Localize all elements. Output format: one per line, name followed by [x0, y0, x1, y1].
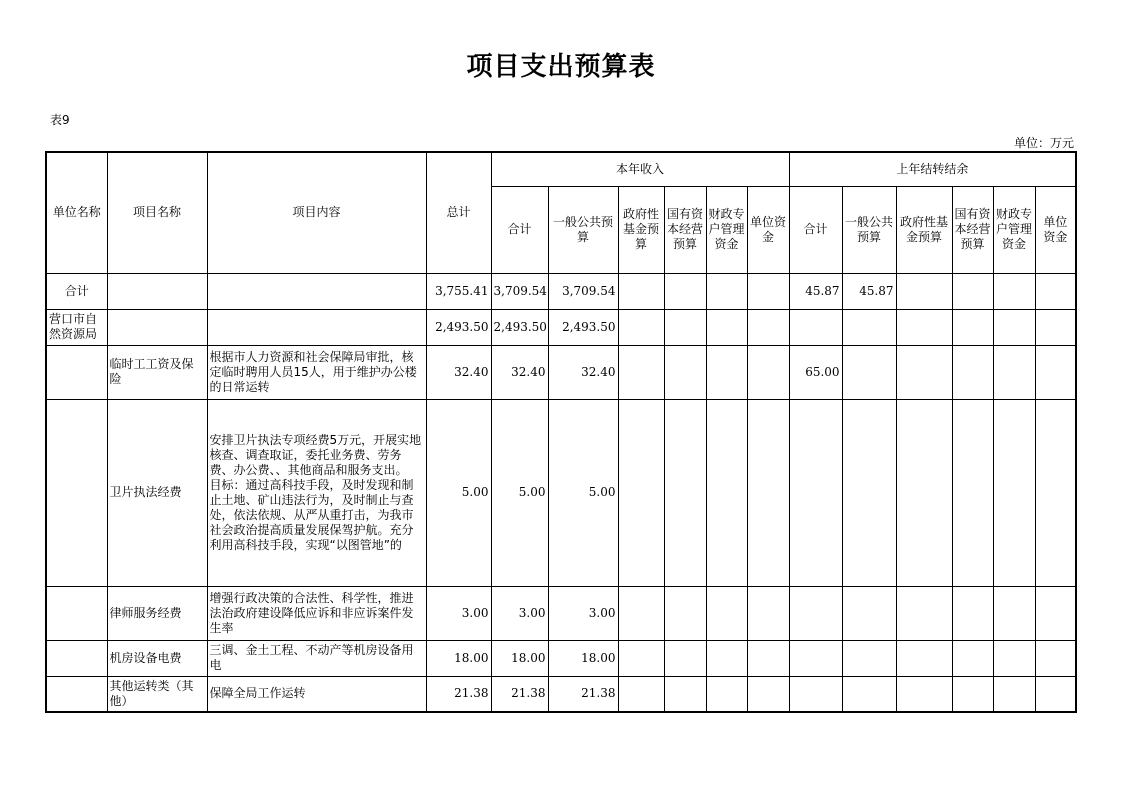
cell-total: 18.00: [426, 640, 491, 676]
cell-co-gov-fund: [896, 676, 952, 712]
cell-total: 3.00: [426, 586, 491, 640]
table-number: 表9: [50, 113, 70, 127]
table-row: [46, 399, 1076, 586]
cell-project: [107, 273, 207, 309]
cell-co-subtotal: [789, 309, 842, 345]
cell-content: [207, 309, 426, 345]
cell-general: 21.38: [548, 676, 618, 712]
cell-unit: 合计: [46, 273, 107, 309]
cell-fiscal-special: [706, 640, 747, 676]
cell-content: 保障全局工作运转: [207, 676, 426, 712]
cell-co-unit-funds: [1035, 399, 1076, 586]
cell-unit-funds: [747, 640, 789, 676]
cell-co-fiscal-special: [993, 676, 1035, 712]
cell-co-state-capital: [952, 273, 993, 309]
cell-co-gov-fund: [896, 273, 952, 309]
cell-co-general: [842, 676, 896, 712]
cell-state-capital: [664, 640, 706, 676]
cell-content: 三调、金土工程、不动产等机房设备用电: [207, 640, 426, 676]
cell-co-fiscal-special: [993, 309, 1035, 345]
cell-general: 18.00: [548, 640, 618, 676]
cell-co-subtotal: [789, 399, 842, 586]
header-state-capital: 国有资本经营预算: [664, 186, 706, 273]
cell-unit-funds: [747, 676, 789, 712]
cell-general: 5.00: [548, 399, 618, 586]
cell-co-general: [842, 345, 896, 399]
cell-co-subtotal: 65.00: [789, 345, 842, 399]
cell-project: 律师服务经费: [107, 586, 207, 640]
cell-co-general: [842, 399, 896, 586]
cell-subtotal: 18.00: [491, 640, 548, 676]
header-current-income: 本年收入: [491, 152, 789, 186]
cell-state-capital: [664, 676, 706, 712]
cell-state-capital: [664, 273, 706, 309]
cell-co-state-capital: [952, 309, 993, 345]
cell-gov-fund: [618, 676, 664, 712]
cell-co-gov-fund: [896, 586, 952, 640]
header-carryover: 上年结转结余: [789, 152, 1076, 186]
cell-unit: [46, 399, 107, 586]
cell-project: 其他运转类（其他）: [107, 676, 207, 712]
header-project-content: 项目内容: [207, 152, 426, 273]
cell-co-general: [842, 640, 896, 676]
cell-total: 5.00: [426, 399, 491, 586]
table-row: [46, 586, 1076, 640]
cell-fiscal-special: [706, 309, 747, 345]
cell-general: 3,709.54: [548, 273, 618, 309]
cell-gov-fund: [618, 399, 664, 586]
cell-project: 机房设备电费: [107, 640, 207, 676]
cell-state-capital: [664, 309, 706, 345]
cell-co-general: 45.87: [842, 273, 896, 309]
cell-co-subtotal: 45.87: [789, 273, 842, 309]
cell-general: 2,493.50: [548, 309, 618, 345]
cell-co-fiscal-special: [993, 399, 1035, 586]
cell-unit: [46, 586, 107, 640]
cell-general: 3.00: [548, 586, 618, 640]
cell-subtotal: 3.00: [491, 586, 548, 640]
cell-co-subtotal: [789, 586, 842, 640]
cell-co-unit-funds: [1035, 640, 1076, 676]
cell-co-unit-funds: [1035, 676, 1076, 712]
cell-subtotal: 5.00: [491, 399, 548, 586]
cell-unit-funds: [747, 399, 789, 586]
cell-co-state-capital: [952, 676, 993, 712]
table-row: [46, 273, 1076, 309]
cell-co-fiscal-special: [993, 345, 1035, 399]
cell-unit: [46, 640, 107, 676]
cell-fiscal-special: [706, 399, 747, 586]
cell-unit-funds: [747, 345, 789, 399]
cell-subtotal: 3,709.54: [491, 273, 548, 309]
project-budget-table: [45, 151, 1077, 713]
cell-gov-fund: [618, 345, 664, 399]
table-row: [46, 676, 1076, 712]
cell-gov-fund: [618, 273, 664, 309]
cell-co-fiscal-special: [993, 273, 1035, 309]
cell-co-unit-funds: [1035, 309, 1076, 345]
cell-project: [107, 309, 207, 345]
cell-unit: 营口市自然资源局: [46, 309, 107, 345]
cell-co-state-capital: [952, 345, 993, 399]
cell-co-subtotal: [789, 640, 842, 676]
page-title: 项目支出预算表: [466, 52, 656, 82]
cell-content: 根据市人力资源和社会保障局审批，核定临时聘用人员15人，用于维护办公楼的日常运转: [207, 345, 426, 399]
cell-co-fiscal-special: [993, 640, 1035, 676]
cell-co-gov-fund: [896, 309, 952, 345]
header-carryover-gov-fund: 政府性基金预算: [896, 186, 952, 273]
cell-fiscal-special: [706, 345, 747, 399]
header-fiscal-special: 财政专户管理资金: [706, 186, 747, 273]
cell-content: [207, 273, 426, 309]
cell-co-state-capital: [952, 586, 993, 640]
cell-co-unit-funds: [1035, 273, 1076, 309]
cell-state-capital: [664, 345, 706, 399]
header-carryover-state-capital: 国有资本经营预算: [952, 186, 993, 273]
cell-state-capital: [664, 399, 706, 586]
cell-project: 卫片执法经费: [107, 399, 207, 586]
cell-total: 32.40: [426, 345, 491, 399]
cell-co-gov-fund: [896, 345, 952, 399]
header-carryover-unit-funds: 单位资金: [1035, 186, 1076, 273]
cell-co-unit-funds: [1035, 586, 1076, 640]
table-row: [46, 309, 1076, 345]
cell-state-capital: [664, 586, 706, 640]
cell-content: 增强行政决策的合法性、科学性，推进法治政府建设降低应诉和非应诉案件发生率: [207, 586, 426, 640]
header-gov-fund: 政府性基金预算: [618, 186, 664, 273]
cell-co-general: [842, 586, 896, 640]
table-row: [46, 640, 1076, 676]
cell-gov-fund: [618, 640, 664, 676]
cell-unit: [46, 345, 107, 399]
header-subtotal: 合计: [491, 186, 548, 273]
table-row: [46, 345, 1076, 399]
cell-fiscal-special: [706, 586, 747, 640]
cell-total: 21.38: [426, 676, 491, 712]
cell-co-fiscal-special: [993, 586, 1035, 640]
header-carryover-general: 一般公共预算: [842, 186, 896, 273]
cell-co-state-capital: [952, 399, 993, 586]
cell-subtotal: 21.38: [491, 676, 548, 712]
cell-co-general: [842, 309, 896, 345]
header-carryover-subtotal: 合计: [789, 186, 842, 273]
header-total: 总计: [426, 152, 491, 273]
cell-co-gov-fund: [896, 399, 952, 586]
cell-general: 32.40: [548, 345, 618, 399]
cell-total: 2,493.50: [426, 309, 491, 345]
cell-co-state-capital: [952, 640, 993, 676]
cell-co-subtotal: [789, 676, 842, 712]
cell-unit-funds: [747, 309, 789, 345]
cell-subtotal: 32.40: [491, 345, 548, 399]
table-body: [46, 273, 1076, 712]
cell-unit: [46, 676, 107, 712]
cell-gov-fund: [618, 586, 664, 640]
cell-project: 临时工工资及保险: [107, 345, 207, 399]
header-project-name: 项目名称: [107, 152, 207, 273]
header-carryover-fiscal-special: 财政专户管理资金: [993, 186, 1035, 273]
header-unit-funds: 单位资金: [747, 186, 789, 273]
cell-gov-fund: [618, 309, 664, 345]
cell-unit-funds: [747, 586, 789, 640]
cell-fiscal-special: [706, 273, 747, 309]
cell-co-unit-funds: [1035, 345, 1076, 399]
cell-fiscal-special: [706, 676, 747, 712]
header-unit-name: 单位名称: [46, 152, 107, 273]
header-general-budget: 一般公共预算: [548, 186, 618, 273]
cell-total: 3,755.41: [426, 273, 491, 309]
cell-subtotal: 2,493.50: [491, 309, 548, 345]
cell-unit-funds: [747, 273, 789, 309]
cell-content: 安排卫片执法专项经费5万元，开展实地核查、调查取证，委托业务费、劳务费、办公费、、其他商品和服务支出。 目标：通过高科技手段，及时发现和制止土地、矿山违法行为，及时制止与查处，依法依规、从严从重打击，为我市社会政治提高质量发展保驾护航。充分利用高科技手段，实现“以图管地”的: [207, 399, 426, 586]
unit-label: 单位：万元: [1013, 136, 1074, 150]
cell-co-gov-fund: [896, 640, 952, 676]
